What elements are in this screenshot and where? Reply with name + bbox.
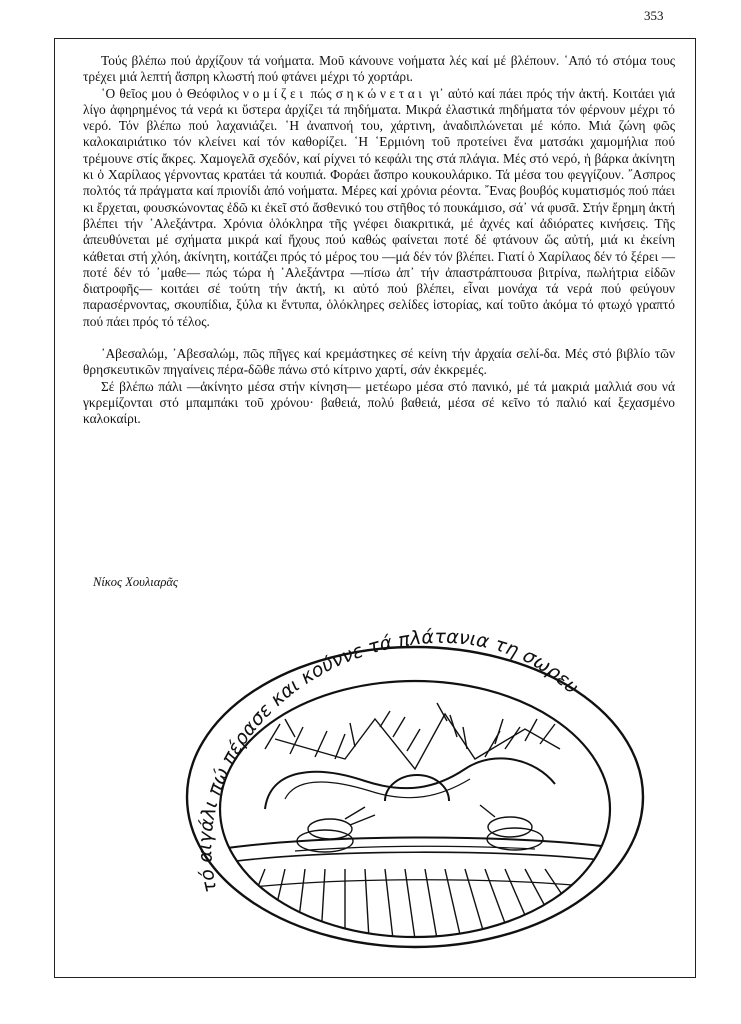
paragraph-2 bbox=[83, 86, 675, 330]
paragraph-2-mid: πώς bbox=[306, 85, 336, 101]
spaced-word-sikonetai: σηκώνεται bbox=[335, 85, 426, 101]
horizon-band bbox=[220, 837, 610, 849]
inner-scene bbox=[220, 703, 610, 939]
ink-drawing bbox=[175, 619, 645, 949]
paragraph-1: Τούς βλέπω πού ἀρχίζουν τά νοήματα. Μοῦ κάνουνε νοήματα λές καί μέ βλέπουν. ῾Από τό στόμα τους τρέχει μιά λεπτή ἄσπρη κλωστή πού φτάνει μέχρι τό χορτάρι. bbox=[83, 53, 675, 85]
paragraph-3: ᾽Αβεσαλώμ, ᾽Αβεσαλώμ, πῶς πῆγες καί κρεμάστηκες σέ κείνη τήν ἀρχαία σελί-δα. Μές στό βιβλίο τῶν θρησκευτικῶν πηγαίνεις πέρα-δῶθε πάνω στό κίτρινο χαρτί, σάν ἐκκρεμές. bbox=[83, 346, 675, 378]
article-body bbox=[83, 53, 675, 428]
paragraph-2-start: ῾Ο θεῖος μου ὁ Θεόφιλος bbox=[101, 85, 243, 101]
hill-left bbox=[265, 758, 555, 809]
paragraph-4: Σέ βλέπω πάλι —ἀκίνητο μέσα στήν κίνηση— μετέωρο μέσα στό πανικό, μέ τά μακριά μαλλιά σου νά γκρεμίζονται στό μπαμπάκι τοῦ χρόνου· βαθειά, πολύ βαθειά, μέσα σέ κεῖνο τό παλιό καί ξεχασμένο καλοκαίρι. bbox=[83, 378, 675, 427]
bushes bbox=[297, 805, 543, 852]
paragraph-2-rest: γι᾽ αὐτό καί πάει πρός τήν ἀκτή. Κοιτάει γιά λίγο ἀφηρημένος τά νερά κι ὕστερα ἀρχίζει τά πηδήματα. Μικρά ἐλαστικά πηδήματα τόν φέρνουν μέχρι τό νερό. Τόν βλέπω πού λαχανιάζει. ῾Η ἀναπνοή του, χάρτινη, ἀναδιπλώνεται μέ κόπο. Μιά ζώνη φῶς καλοκαιριάτικο τόν κλείνει καί τόν καθορίζει. ῾Η ῾Ερμιόνη τοῦ προτείνει ἕνα ματσάκι χαμομήλια πού τρέμουνε στίς ἄκρες. Χαμογελᾶ σχεδόν, καί ρίχνει τό κεφάλι της στά πλάγια. Μές στό νερό, ἡ βάρκα ἀκίνητη κι ὁ Χαρίλαος γέρνοντας κρατάει τά κουπιά. Φοράει ἄσπρο κουκουλάρικο. Τά μέσα του φεγγίζουν. ῎Ασπρος πολτός τά πράγματα καί πριονίδι ἀπό νοήματα. Μέρες καί χρόνια ρέοντα. ῎Ενας βουβός κυματισμός πού πάει κι ἔρχεται, φουσκώνοντας ἐδῶ κι ἐκεῖ στό ἄσθενικό του στῆθος τό πουκάμισο, σά᾽ νά φυσᾶ. Στήν ἔρημη ἀκτή βλέπει τήν ᾽Αλεξάντρα. Χρόνια ὁλόκληρα τῆς γνέφει διακριτικά, μέ ἀχνές καί ἀδιόρατες κινήσεις. Τῆς ἀπευθύνεται μέ σχήματα μικρά καί ἤχους πού καθώς φαίνεται ποτέ δέ φτάνουν ὥς αὐτή, μιά κι ἐκείνη κάθεται στή χλόη, ἀκίνητη, κοιτάζει πρός τό μέρος του —μά δέν τόν βλέπει. Γιατί ὁ Χαρίλαος δέν τό ξέρει —ποτέ δέν τό ᾽μαθε— πώς τώρα ἡ ᾽Αλεξάντρα —πίσω ἀπ᾽ τήν ἀπαστράπτουσα βιτρίνα, πωλήτρια εἰδῶν διατροφῆς— κοιτάει σέ τούτη τήν ἀκτή, κι αὐτό πού βλέπει, εἶναι μονάχα τά νερά πού φεύγουν παρασέρνοντας, σκουπίδια, ξύλα κι ἔντυπα, ὁλόκληρες σελίδες ἱστορίας, καί τοῦτο ἀκόμα τό φτωχό γραπτό πού πάει πρός τό τέλος. bbox=[83, 85, 675, 329]
page-number: 353 bbox=[644, 8, 664, 23]
handwritten-inscription: τό αιγάλι πώ πέρασε και κούννε τά πλάτανια τη σωρευ bbox=[194, 625, 583, 895]
author-signature: Νίκος Χουλιαρᾶς bbox=[93, 575, 178, 589]
spaced-word-nomizei: νομίζει bbox=[242, 85, 307, 101]
page-frame bbox=[54, 38, 696, 978]
